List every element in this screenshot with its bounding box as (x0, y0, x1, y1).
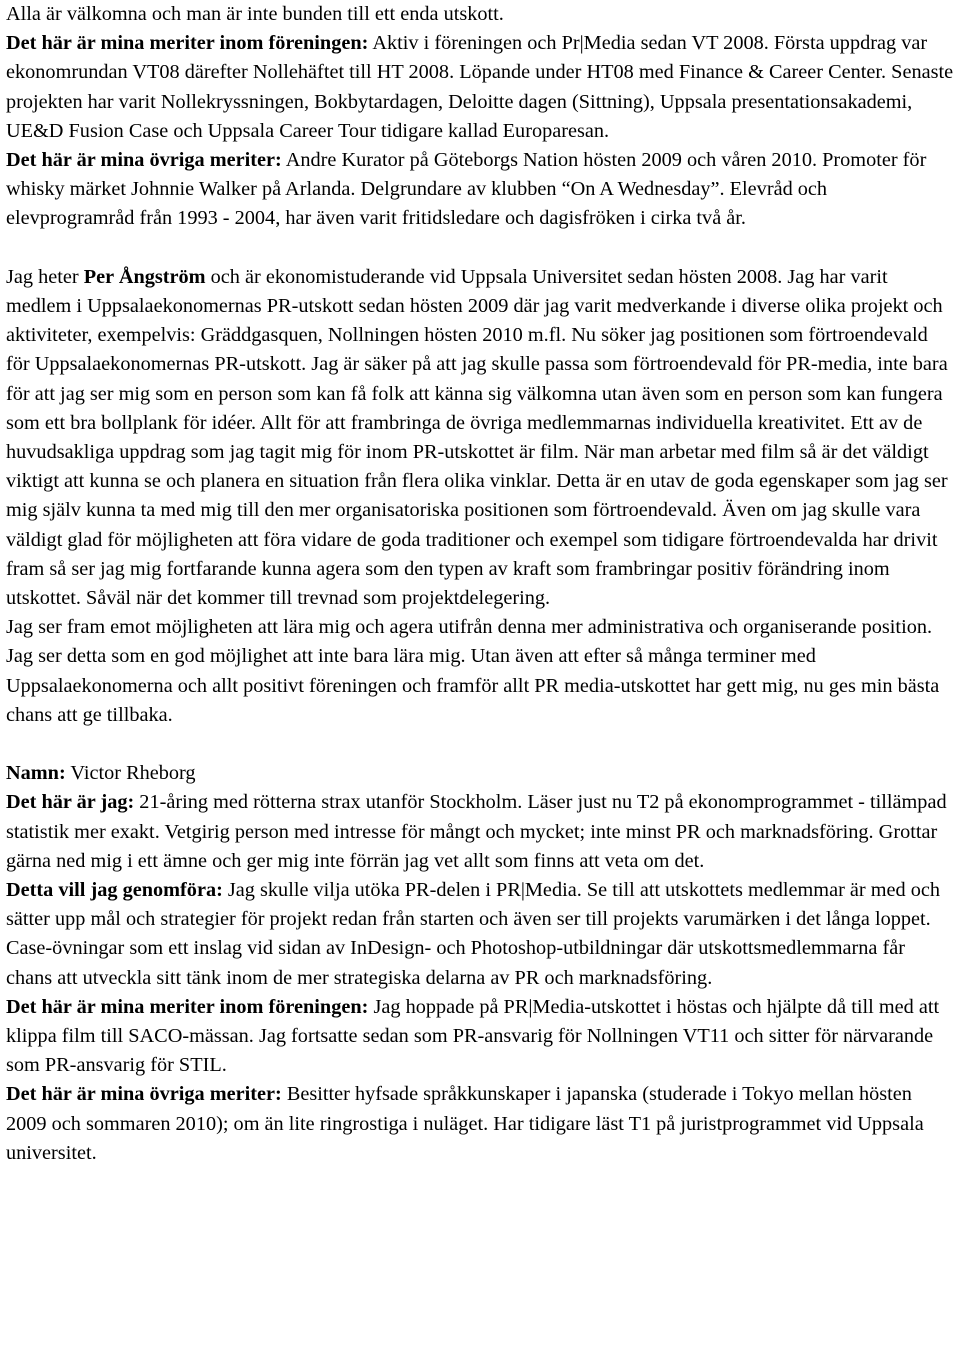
intro-paragraph (6, 0, 955, 29)
candidate-letter-paragraph (6, 263, 955, 613)
letter-closing-paragraph (6, 613, 955, 730)
other-merits-text-2: Besitter hyfsade språkkunskaper i japanska (studerade i Tokyo mellan hösten 2009 och sommaren 2010); om än lite ringrostiga i nuläget. Har tidigare läst T1 på juristprogrammet vid Uppsala universitet. (6, 1083, 924, 1164)
name-label: Namn: (6, 762, 66, 785)
merits-paragraph-1 (6, 29, 955, 146)
letter-intro: Jag heter (6, 265, 84, 288)
paragraph-gap (6, 234, 955, 263)
paragraph-gap (6, 730, 955, 759)
other-merits-label-2: Det här är mina övriga meriter: (6, 1083, 282, 1106)
other-merits-paragraph-1 (6, 146, 955, 234)
merits-text-2: Jag hoppade på PR|Media-utskottet i höstas och hjälpte då till med att klippa film till SACO-mässan. Jag fortsatte sedan som PR-ansvarig för Nollningen VT11 och sitter för närvarande som PR-ansvarig för STIL. (6, 995, 940, 1077)
name-value: Victor Rheborg (65, 762, 196, 785)
merits-paragraph-2 (6, 993, 955, 1081)
letter-closing: Jag ser fram emot möjligheten att lära mig och agera utifrån denna mer administrativa och organiserande position. Jag ser detta som en god möjlighet att inte bara lära mig. Utan även att efter så många terminer med Uppsalaekonomerna och allt positivt föreningen och framför allt PR media-utskottet har gett mig, nu ges min bästa chans att ge tillbaka. (6, 616, 940, 726)
letter-body: och är ekonomistuderande vid Uppsala Universitet sedan hösten 2008. Jag har varit medlem i Uppsalaekonomernas PR-utskott sedan hösten 2009 där jag varit medverkande i diverse olika projekt och aktiviteter, exempelvis: Gräddgasquen, Nollningen hösten 2010 m.fl. Nu söker jag positionen som förtroendevald för Uppsalaekonomernas PR-utskott. Jag är säker på att jag skulle passa som förtroendevald för PR-media, inte bara för att jag ser mig som en person som kan få folk att känna sig välkomna utan även som en person som kan fungera som ett bra bollplank för idéer. Allt för att frambringa de övriga medlemmarnas individuella kreativitet. Ett av de huvudsakliga uppdrag som jag tagit mig för inom PR-utskottet är film. När man arbetar med film så är det väldigt viktigt att kunna se och planera en situation från flera olika vinklar. Detta är en utav de goda egenskaper som jag ser mig själv kunna ta med mig till den mer organisatoriska positionen som förtroendevald. Även om jag skulle vara väldigt glad för möjligheten att föra vidare de goda traditioner och exempel som tidigare förtroendevalda har drivit fram så ser jag mig fortfarande kunna agera som den typen av kraft som frambringar positiv förändring inom utskottet. Såväl när det kommer till trevnad som projektdelegering. (6, 265, 948, 610)
intro-line: Alla är välkomna och man är inte bunden till ett enda utskott. (6, 3, 504, 25)
other-merits-label-1: Det här är mina övriga meriter: (6, 149, 282, 172)
about-text: 21-åring med rötterna strax utanför Stockholm. Läser just nu T2 på ekonomprogrammet - tillämpad statistik mer exakt. Vetgirig person med intresse för mångt och mycket; inte minst PR och marknadsföring. Grottar gärna ned mig i ett ämne och ger mig inte förrän jag vet allt som finns att veta om det. (6, 791, 947, 872)
goal-paragraph (6, 876, 955, 993)
name-paragraph (6, 759, 955, 788)
goal-label: Detta vill jag genomföra: (6, 879, 223, 902)
about-paragraph (6, 788, 955, 876)
candidate-name: Per Ångström (83, 265, 206, 288)
other-merits-paragraph-2 (6, 1080, 955, 1168)
goal-text: Jag skulle vilja utöka PR-delen i PR|Media. Se till att utskottets medlemmar är med och sätter upp mål och strategier för projekt redan från starten och även ser till projekts varumärken i det långa loppet. Case-övningar som ett inslag vid sidan av InDesign- och Photoshop-utbildningar där utskottsmedlemmarna får chans att utveckla sitt tänk inom de mer strategiska delarna av PR och marknadsföring. (6, 879, 941, 989)
other-merits-text-1: Andre Kurator på Göteborgs Nation hösten 2009 och våren 2010. Promoter för whisky märket Johnnie Walker på Arlanda. Delgrundare av klubben “On A Wednesday”. Elevråd och elevprogramråd från 1993 - 2004, har även varit fritidsledare och dagisfröken i cirka två år. (6, 149, 927, 230)
merits-label-1: Det här är mina meriter inom föreningen: (6, 32, 369, 55)
about-label: Det här är jag: (6, 791, 135, 814)
merits-label-2: Det här är mina meriter inom föreningen: (6, 995, 369, 1018)
merits-text-1: Aktiv i föreningen och Pr|Media sedan VT 2008. Första uppdrag var ekonomrundan VT08 därefter Nollehäftet till HT 2008. Löpande under HT08 med Finance & Career Center. Senaste projekten har varit Nollekryssningen, Bokbytardagen, Deloitte dagen (Sittning), Uppsala presentationsakademi, UE&D Fusion Case och Uppsala Career Tour tidigare kallad Europaresan. (6, 32, 954, 142)
